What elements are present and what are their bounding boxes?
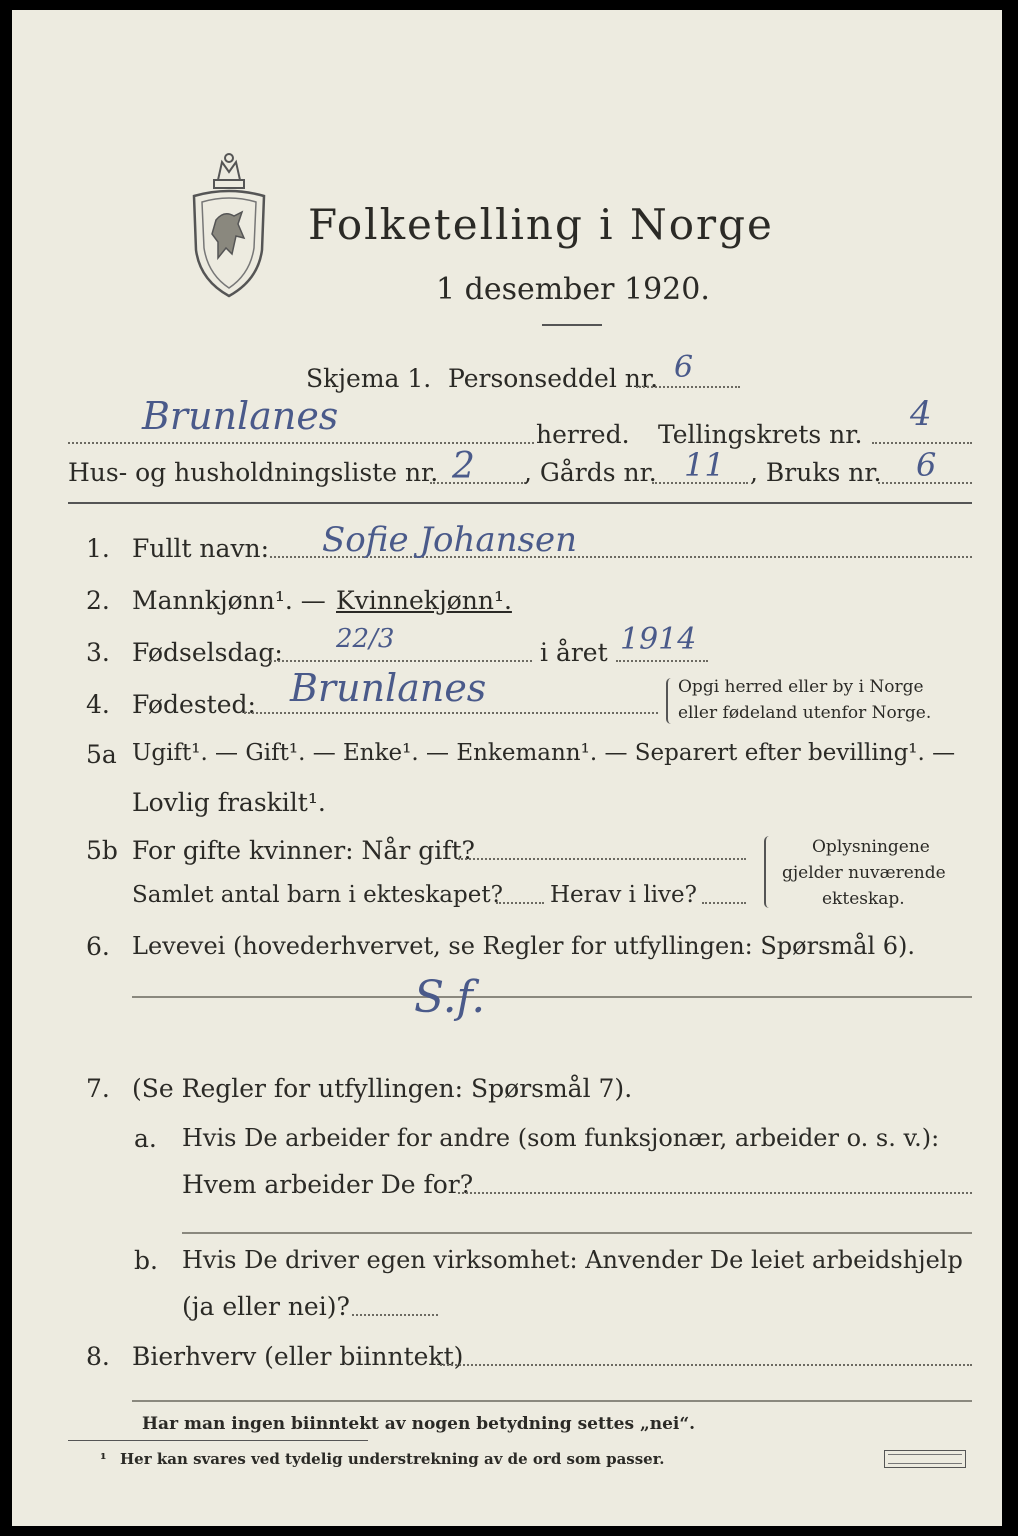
- birth-year-value: 1914: [620, 622, 697, 657]
- birthday-value: 22/3: [336, 624, 395, 654]
- birthplace-field[interactable]: [244, 712, 658, 714]
- q5b-line2a: Samlet antal barn i ekteskapet?: [132, 882, 503, 908]
- tellingskrets-field[interactable]: [872, 442, 972, 444]
- q3-year-label: i året: [540, 638, 608, 667]
- herred-label: herred.: [536, 420, 630, 449]
- gards-label: , Gårds nr.: [524, 458, 657, 487]
- q8-note: Har man ingen biinntekt av nogen betydning settes „nei“.: [142, 1414, 696, 1434]
- gards-value: 11: [684, 446, 725, 484]
- q4-note-line2: eller fødeland utenfor Norge.: [678, 703, 932, 723]
- q7a-line1: Hvis De arbeider for andre (som funksjonær, arbeider o. s. v.):: [182, 1124, 940, 1152]
- q7b-letter: b.: [134, 1246, 158, 1275]
- employer-field-2[interactable]: [182, 1232, 972, 1234]
- q2-label-female[interactable]: Kvinnekjønn¹.: [336, 586, 512, 615]
- q3-label: Fødselsdag:: [132, 638, 283, 667]
- hired-help-field[interactable]: [352, 1314, 438, 1316]
- q6-number: 6.: [86, 932, 110, 961]
- q7a-letter: a.: [134, 1124, 157, 1153]
- printer-stamp: [884, 1450, 966, 1468]
- q4-note-line1: Opgi herred eller by i Norge: [678, 677, 924, 697]
- form-title: Folketelling i Norge: [308, 200, 774, 249]
- q8-label: Bierhverv (eller biinntekt): [132, 1342, 464, 1371]
- q7-number: 7.: [86, 1074, 110, 1103]
- q5b-line2b: Herav i live?: [550, 882, 697, 908]
- q5b-note-line3: ekteskap.: [822, 889, 905, 909]
- q5a-number: 5a: [86, 740, 117, 769]
- footnote-divider: [68, 1440, 368, 1441]
- personseddel-value: 6: [674, 350, 694, 385]
- header-divider: [68, 502, 972, 504]
- bruks-value: 6: [916, 446, 937, 484]
- personseddel-field[interactable]: [636, 386, 740, 388]
- q5b-note-line2: gjelder nuværende: [782, 863, 946, 883]
- birth-year-field[interactable]: [616, 660, 708, 662]
- hus-field[interactable]: [430, 482, 526, 484]
- q4-note-brace: [666, 678, 676, 724]
- tellingskrets-label: Tellingskrets nr.: [658, 420, 863, 449]
- q1-number: 1.: [86, 534, 110, 563]
- footnote-mark: ¹: [100, 1450, 107, 1468]
- q6-label: Levevei (hovederhvervet, se Regler for utfyllingen: Spørsmål 6).: [132, 932, 916, 960]
- tellingskrets-value: 4: [910, 394, 932, 434]
- q4-number: 4.: [86, 690, 110, 719]
- q3-number: 3.: [86, 638, 110, 667]
- birthplace-value: Brunlanes: [290, 666, 487, 710]
- bruks-label: , Bruks nr.: [750, 458, 882, 487]
- children-alive-field[interactable]: [702, 902, 746, 904]
- q1-label: Fullt navn:: [132, 534, 270, 563]
- census-date: 1 desember 1920.: [436, 272, 710, 307]
- hus-label: Hus- og husholdningsliste nr.: [68, 458, 439, 487]
- q7b-line2: (ja eller nei)?: [182, 1292, 350, 1321]
- birthday-field[interactable]: [270, 660, 532, 662]
- q7a-line2: Hvem arbeider De for?: [182, 1170, 474, 1199]
- full-name-value: Sofie Johansen: [322, 520, 577, 560]
- q7b-line1: Hvis De driver egen virksomhet: Anvender De leiet arbeidshjelp: [182, 1246, 963, 1274]
- skjema-label: Skjema 1.: [306, 364, 432, 393]
- herred-field[interactable]: [68, 442, 534, 444]
- occupation-value: S.f.: [414, 972, 486, 1023]
- hus-value: 2: [452, 446, 475, 487]
- side-income-field-2[interactable]: [132, 1400, 972, 1402]
- title-divider: [542, 324, 602, 326]
- q5a-line2: Lovlig fraskilt¹.: [132, 788, 326, 817]
- census-form: [12, 10, 1002, 1526]
- q4-label: Fødested:: [132, 690, 256, 719]
- coat-of-arms-icon: [188, 150, 270, 300]
- footnote-text: Her kan svares ved tydelig understrekning av de ord som passer.: [120, 1450, 665, 1468]
- q5b-note-brace: [764, 836, 774, 908]
- q2-number: 2.: [86, 586, 110, 615]
- q8-number: 8.: [86, 1342, 110, 1371]
- employer-field[interactable]: [458, 1192, 972, 1194]
- personseddel-label: Personseddel nr.: [448, 364, 659, 393]
- q5a-line1: Ugift¹. — Gift¹. — Enke¹. — Enkemann¹. — Separert efter bevilling¹. —: [132, 740, 956, 766]
- occupation-field[interactable]: [132, 996, 972, 998]
- married-date-field[interactable]: [458, 858, 746, 860]
- children-count-field[interactable]: [496, 902, 544, 904]
- q5b-line1: For gifte kvinner: Når gift?: [132, 836, 475, 865]
- herred-value: Brunlanes: [142, 394, 339, 438]
- q7-label: (Se Regler for utfyllingen: Spørsmål 7).: [132, 1074, 633, 1103]
- q5b-note-line1: Oplysningene: [812, 837, 930, 857]
- side-income-field[interactable]: [440, 1364, 972, 1366]
- q2-label-male: Mannkjønn¹. —: [132, 586, 326, 615]
- q5b-number: 5b: [86, 836, 118, 865]
